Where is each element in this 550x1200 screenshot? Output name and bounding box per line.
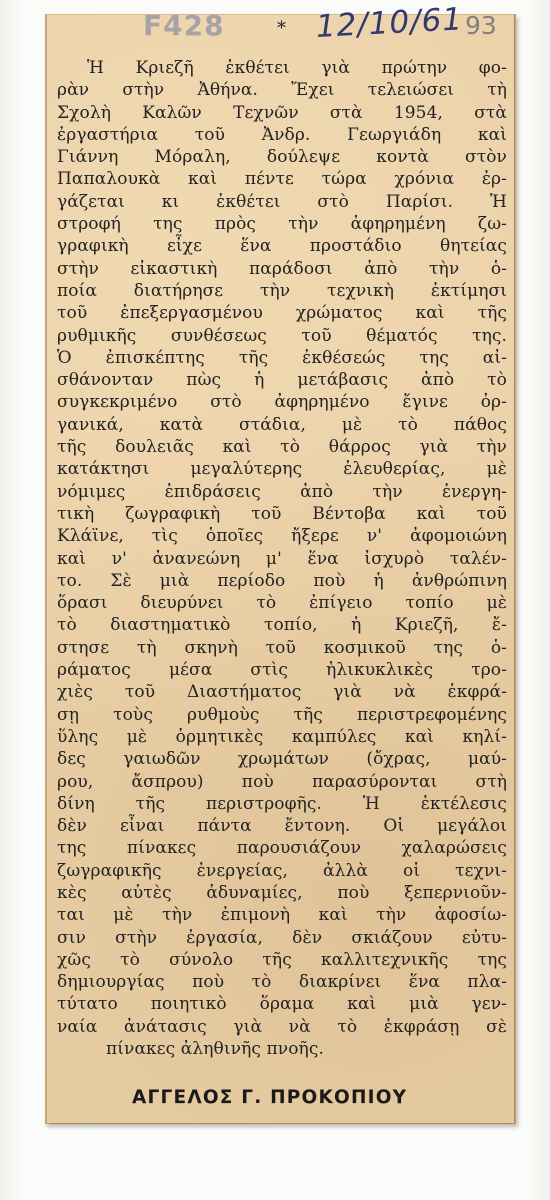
article-line: Ὁ ἐπισκέπτης τῆς ἐκθέσεώς της αἰ- — [57, 347, 507, 368]
article-line: ὅρασι διευρύνει τὸ ἐπίγειο τοπίο μὲ — [57, 593, 507, 614]
article-line: τικὴ ζωγραφικὴ τοῦ Βέντοβα καὶ τοῦ — [57, 503, 507, 524]
article-line: συγκεκριμένο στὸ ἀφηρημένο ἔγινε ὀρ- — [57, 392, 507, 413]
article-line: σιν στὴν ἐργασία, δὲν σκιάζουν εὐτυ- — [57, 927, 507, 948]
article-line: κὲς αὐτὲς ἀδυναμίες, ποὺ ξεπερνιοῦν- — [57, 882, 507, 903]
article-line: γραφικὴ εἶχε ἕνα προστάδιο θητείας — [57, 236, 507, 257]
article-line: ποία διατήρησε τὴν τεχνικὴ ἐκτίμησι — [57, 280, 507, 301]
author-byline: ΑΓΓΕΛΟΣ Γ. ΠΡΟΚΟΠΙΟΥ — [132, 1087, 408, 1108]
clipping-bottom-edge — [50, 1123, 512, 1124]
article-line: σθάνονταν πὼς ἡ μετάβασις ἀπὸ τὸ — [57, 370, 507, 391]
article-line: στησε τὴ σκηνὴ τοῦ κοσμικοῦ της ὁ- — [57, 637, 507, 658]
article-line: στροφή της πρὸς τὴν ἀφηρημένη ζω- — [57, 214, 507, 235]
article-line: ὕλης μὲ ὁρμητικὲς καμπύλες καὶ κηλί- — [57, 726, 507, 747]
article-line: Παπαλουκὰ καὶ πέντε τώρα χρόνια ἐρ- — [57, 169, 507, 190]
article-line: κατάκτησι μεγαλύτερης ἐλευθερίας, μὲ — [57, 459, 507, 480]
article-line: της πίνακες παρουσιάζουν χαλαρώσεις — [57, 838, 507, 859]
handwritten-date: 12/10/61 — [315, 1, 464, 45]
article-line: πίνακες ἀληθινῆς πνοῆς. — [106, 1039, 324, 1060]
article-line: ἐργαστήρια τοῦ Ἀνδρ. Γεωργιάδη καὶ — [57, 124, 507, 145]
article-line: τοῦ ἐπεξεργασμένου χρώματος καὶ τῆς — [57, 303, 507, 324]
article-line: γανικά, κατὰ στάδια, μὲ τὸ πάθος — [57, 414, 507, 435]
page-number: 93 — [465, 11, 497, 40]
article-line: γάζεται κι ἐκθέτει στὸ Παρίσι. Ἡ — [57, 191, 507, 212]
article-line: ρὰν στὴν Ἀθήνα. Ἔχει τελειώσει τὴ — [57, 80, 507, 101]
scan-edge-right — [514, 14, 523, 1124]
article-line: το. Σὲ μιὰ περίοδο ποὺ ἡ ἀνθρώπινη — [57, 570, 507, 591]
article-line: Κλάϊνε, τὶς ὁποῖες ἤξερε ν' ἀφομοιώνη — [57, 526, 507, 547]
article-line: ζωγραφικῆς ἐνεργείας, ἀλλὰ οἱ τεχνι- — [57, 860, 507, 881]
article-line: στὴν εἰκαστικὴ παράδοσι ἀπὸ τὴν ὁ- — [57, 258, 507, 279]
article-line: καὶ ν' ἀνανεώνη μ' ἕνα ἰσχυρὸ ταλέν- — [57, 548, 507, 569]
article-line: νόμιμες ἐπιδράσεις ἀπὸ τὴν ἐνεργη- — [57, 481, 507, 502]
article-line: ράματος μέσα στὶς ἡλικυκλικὲς τρο- — [57, 660, 507, 681]
article-line: Ἡ Κριεζῆ ἐκθέτει γιὰ πρώτην φο- — [87, 58, 507, 78]
article-body — [57, 57, 507, 1060]
article-line: χιὲς τοῦ Διαστήματος γιὰ νὰ ἐκφρά- — [57, 682, 507, 703]
article-line: σῃ τοὺς ρυθμοὺς τῆς περιστρεφομένης — [57, 704, 507, 725]
star-icon: * — [277, 18, 286, 39]
article-line: δημιουργίας ποὺ τὸ διακρίνει ἕνα πλα- — [57, 972, 507, 993]
article-line: ται μὲ τὴν ἐπιμονὴ καὶ τὴν ἀφοσίω- — [57, 905, 507, 926]
article-line: Σχολὴ Καλῶν Τεχνῶν στὰ 1954, στὰ — [57, 102, 507, 123]
article-line: δὲν εἶναι πάντα ἔντονη. Οἱ μεγάλοι — [57, 816, 507, 837]
article-line: ρυθμικῆς συνθέσεως τοῦ θέματός της. — [57, 325, 507, 346]
article-line: ναία ἀνάτασις γιὰ νὰ τὸ ἐκφράσῃ σὲ — [57, 1016, 507, 1037]
article-line: δίνη τῆς περιστροφῆς. Ἡ ἐκτέλεσις — [57, 793, 507, 814]
archive-number: F428 — [143, 9, 225, 42]
newspaper-clipping — [45, 1, 516, 1124]
article-line: τὸ διαστηματικὸ τοπίο, ἡ Κριεζῆ, ἔ- — [57, 615, 507, 636]
article-line: τύτατο ποιητικὸ ὅραμα καὶ μιὰ γεν- — [57, 994, 507, 1015]
article-line: χῶς τὸ σύνολο τῆς καλλιτεχνικῆς της — [57, 949, 507, 970]
article-line: δες γαιωδῶν χρωμάτων (ὄχρας, μαύ- — [57, 749, 507, 770]
article-line: ρου, ἄσπρου) ποὺ παρασύρονται στὴ — [57, 771, 507, 792]
article-line: τῆς δουλειᾶς καὶ τὸ θάρρος γιὰ τὴν — [57, 437, 507, 458]
article-line: Γιάννη Μόραλη, δούλεψε κοντὰ στὸν — [57, 147, 507, 168]
